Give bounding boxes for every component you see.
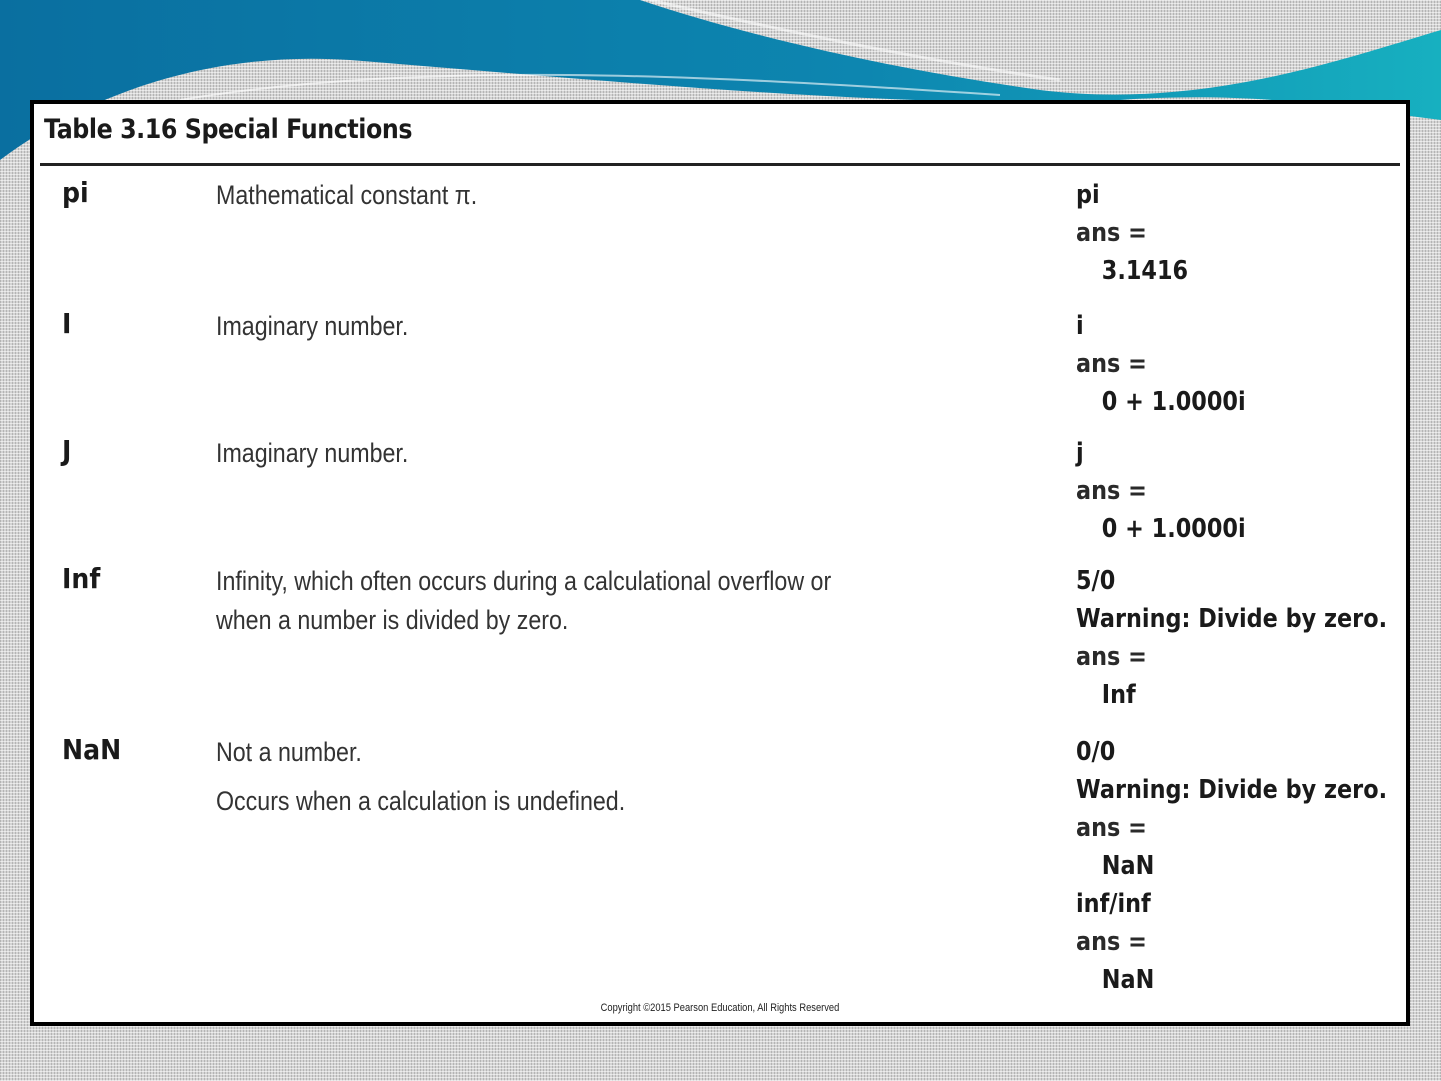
table-frame bbox=[30, 100, 1410, 1026]
function-name: Inf bbox=[62, 562, 101, 595]
example-ans-label: ans = bbox=[1076, 218, 1147, 248]
example-result: 0 + 1.0000i bbox=[1101, 387, 1246, 417]
function-name: J bbox=[62, 434, 72, 467]
function-description: Imaginary number. bbox=[216, 438, 409, 468]
function-description: Not a number. Occurs when a calculation is undefined. bbox=[216, 737, 626, 816]
example-command: 5/0 bbox=[1076, 566, 1116, 596]
function-example bbox=[1076, 733, 1387, 999]
example-command: inf/inf bbox=[1076, 889, 1151, 919]
example-command: j bbox=[1076, 438, 1084, 468]
table-title: Table 3.16 Special Functions bbox=[44, 114, 413, 145]
example-command: i bbox=[1076, 311, 1084, 341]
example-result: NaN bbox=[1101, 851, 1155, 881]
function-description: Mathematical constant π. bbox=[216, 180, 478, 210]
example-result: NaN bbox=[1101, 965, 1155, 995]
example-command: pi bbox=[1076, 180, 1100, 210]
example-result: 3.1416 bbox=[1101, 256, 1189, 286]
copyright-notice: Copyright ©2015 Pearson Education, All Rights Reserved bbox=[600, 1002, 840, 1014]
example-ans-label: ans = bbox=[1076, 476, 1147, 506]
function-name: NaN bbox=[62, 733, 122, 766]
function-example bbox=[1076, 307, 1246, 421]
function-description: Infinity, which often occurs during a calculational overflow or when a number is divided by zero. bbox=[216, 566, 832, 635]
function-example bbox=[1076, 176, 1188, 290]
function-example bbox=[1076, 562, 1387, 714]
example-result: Inf bbox=[1101, 680, 1136, 710]
example-warning: Warning: Divide by zero. bbox=[1076, 604, 1388, 634]
function-name: pi bbox=[62, 176, 89, 209]
example-command: 0/0 bbox=[1076, 737, 1116, 767]
example-result: 0 + 1.0000i bbox=[1101, 514, 1246, 544]
example-ans-label: ans = bbox=[1076, 927, 1147, 957]
function-name: I bbox=[62, 307, 72, 340]
title-divider bbox=[40, 163, 1400, 166]
function-example bbox=[1076, 434, 1246, 548]
example-ans-label: ans = bbox=[1076, 813, 1147, 843]
example-ans-label: ans = bbox=[1076, 349, 1147, 379]
example-ans-label: ans = bbox=[1076, 642, 1147, 672]
function-description: Imaginary number. bbox=[216, 311, 409, 341]
example-warning: Warning: Divide by zero. bbox=[1076, 775, 1388, 805]
